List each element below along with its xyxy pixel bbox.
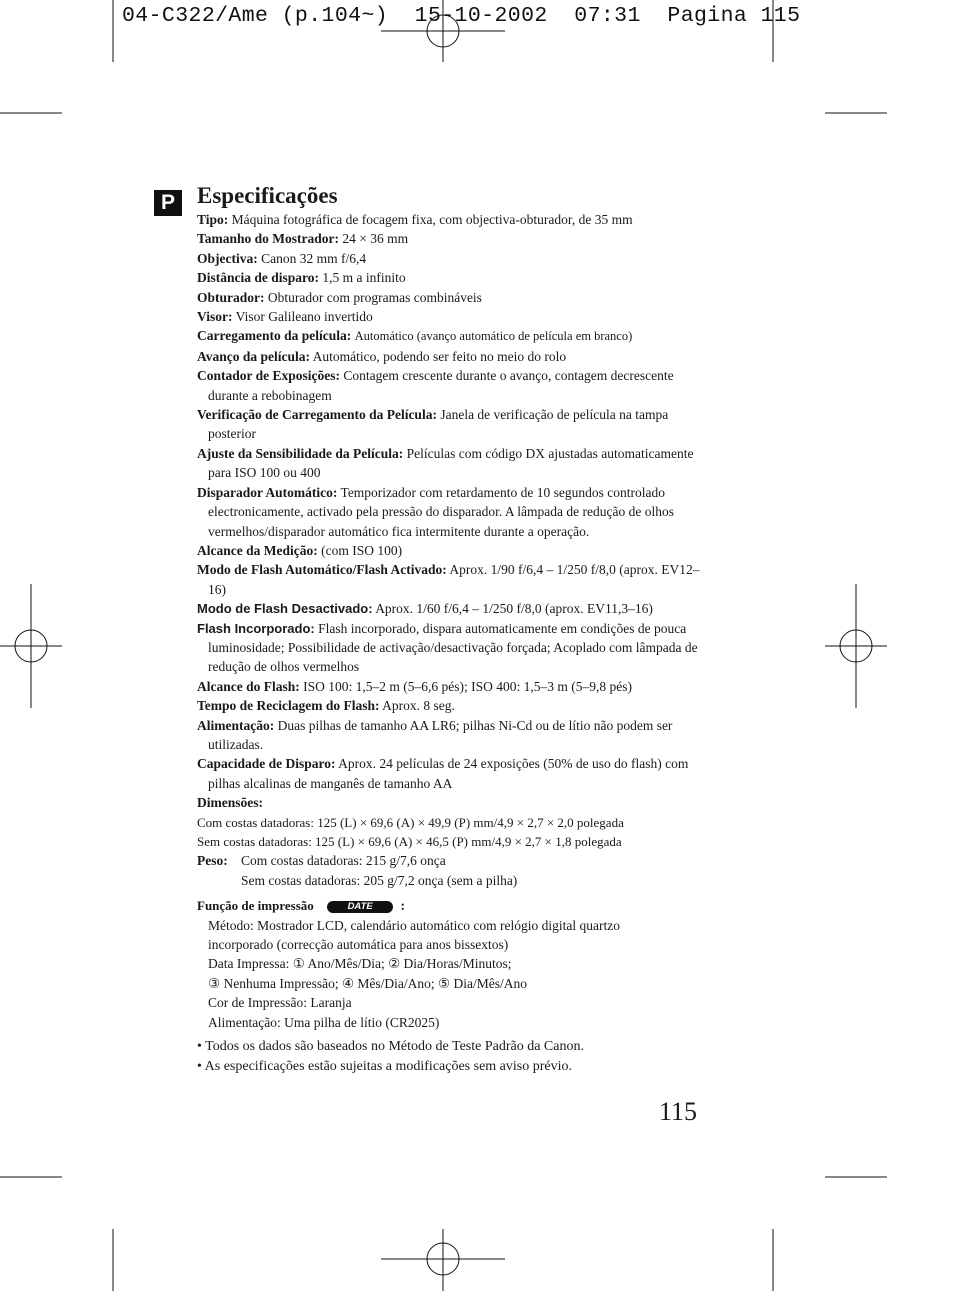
spec-label: Disparador Automático:: [197, 484, 338, 500]
spec-value: Aprox. 24 películas de 24 exposições (50% de uso do flash) com pilhas alcalinas de manganês de tamanho AA: [208, 756, 689, 791]
spec-value: Contagem crescente durante o avanço, contagem decrescente durante a rebobinagem: [208, 368, 674, 403]
print-function-heading: [197, 896, 707, 915]
spec-item: [197, 249, 707, 268]
spec-value: Automático (avanço automático de película em branco): [354, 329, 633, 344]
spec-value: Janela de verificação de película na tampa posterior: [208, 407, 669, 442]
note-item: • As especificações estão sujeitas a modificações sem aviso prévio.: [197, 1059, 572, 1075]
spec-item: [197, 677, 707, 696]
print-function-line: ③ Nenhuma Impressão; ④ Mês/Dia/Ano; ⑤ Dia/Mês/Ano: [208, 975, 528, 991]
spec-label: Visor:: [197, 309, 233, 325]
spec-label: Tamanho do Mostrador:: [197, 231, 340, 247]
spec-body: [197, 210, 707, 1077]
print-function-line: Cor de Impressão: Laranja: [208, 995, 352, 1011]
dimensions-section: [197, 793, 707, 812]
spec-item: [197, 326, 707, 346]
spec-label: Obturador:: [197, 289, 265, 305]
spec-item: [197, 716, 707, 755]
language-badge: P: [154, 190, 182, 216]
weight-label: Peso:: [197, 853, 228, 869]
spec-label: Tipo:: [197, 212, 229, 227]
spec-value: ISO 100: 1,5–2 m (5–6,6 pés); ISO 400: 1,5–3 m (5–9,8 pés): [303, 678, 632, 694]
spec-value: Flash incorporado, dispara automaticamente em condições de pouca luminosidade; Possibilidade de activação/desactivação forçada; Acoplado com lâmpada de redução de olhos vermelhos: [208, 620, 698, 675]
spec-label: Distância de disparo:: [197, 270, 320, 286]
spec-label: Verificação de Carregamento da Película:: [197, 407, 437, 423]
spec-item: [197, 560, 707, 599]
spec-value: Automático, podendo ser feito no meio do rolo: [312, 348, 567, 364]
spec-value: 1,5 m a infinito: [322, 270, 406, 286]
spec-label: Contador de Exposições:: [197, 368, 341, 384]
spec-item: [197, 366, 707, 405]
spec-item: [197, 347, 707, 366]
dimensions-line: Sem costas datadoras: 125 (L) × 69,6 (A) × 46,5 (P) mm/4,9 × 2,7 × 1,8 polegada: [197, 834, 622, 849]
spec-value: Aprox. 1/60 f/6,4 – 1/250 f/8,0 (aprox. EV11,3–16): [375, 601, 653, 617]
spec-value: Visor Galileano invertido: [235, 309, 373, 325]
print-function-line: incorporado (correcção automática para anos bissextos): [208, 937, 509, 953]
spec-label: Modo de Flash Desactivado:: [197, 601, 373, 617]
spec-item: [197, 288, 707, 307]
spec-label: Alimentação:: [197, 717, 275, 733]
spec-item: [197, 268, 707, 287]
dimensions-line: Com costas datadoras: 125 (L) × 69,6 (A) × 49,9 (P) mm/4,9 × 2,7 × 2,0 polegada: [197, 814, 624, 830]
spec-label: Objectiva:: [197, 250, 258, 266]
spec-item: [197, 444, 707, 483]
spec-item: [197, 599, 707, 618]
print-function-label: Função de impressão: [197, 898, 314, 914]
spec-value: Temporizador com retardamento de 10 segundos controlado electronicamente, activado pela pressão do disparador. A lâmpada de redução de olhos vermelhos/disparador automático fica intermitente durante a operação.: [208, 484, 674, 539]
spec-label: Carregamento da película:: [197, 328, 352, 344]
dimensions-label: Dimensões:: [197, 795, 263, 811]
spec-label: Tempo de Reciclagem do Flash:: [197, 698, 380, 714]
spec-value: Aprox. 1/90 f/6,4 – 1/250 f/8,0 (aprox. EV12–16): [208, 562, 700, 597]
spec-value: 24 × 36 mm: [342, 231, 409, 247]
weight-section: [197, 851, 707, 890]
spec-label: Flash Incorporado:: [197, 620, 315, 636]
print-function-line: Alimentação: Uma pilha de lítio (CR2025): [208, 1014, 440, 1030]
spec-item: [197, 619, 707, 677]
spec-item: [197, 229, 707, 248]
note-item: • Todos os dados são baseados no Método de Teste Padrão da Canon.: [197, 1039, 584, 1055]
spec-value: Canon 32 mm f/6,4: [261, 250, 367, 266]
printer-slug: 04-C322/Ame (p.104~) 15-10-2002 07:31 Pagina 115: [122, 4, 801, 28]
spec-label: Avanço da película:: [197, 348, 311, 364]
spec-value: Máquina fotográfica de focagem fixa, com objectiva-obturador, de 35 mm: [231, 212, 633, 227]
spec-item: [197, 541, 707, 560]
spec-label: Modo de Flash Automático/Flash Activado:: [197, 562, 447, 578]
spec-label: Capacidade de Disparo:: [197, 756, 336, 772]
date-badge-icon: DATE: [327, 901, 393, 913]
spec-label: Alcance da Medição:: [197, 542, 318, 558]
spec-value: Aprox. 8 seg.: [382, 698, 455, 714]
spec-item: [197, 754, 707, 793]
spec-value: (com ISO 100): [321, 542, 403, 558]
spec-value: Duas pilhas de tamanho AA LR6; pilhas Ni-Cd ou de lítio não podem ser utilizadas.: [208, 717, 673, 752]
print-function-line: Método: Mostrador LCD, calendário automático com relógio digital quartzo: [208, 917, 621, 933]
spec-item: [197, 483, 707, 541]
print-function-line: Data Impressa: ① Ano/Mês/Dia; ② Dia/Horas/Minutos;: [208, 956, 512, 972]
spec-item: [197, 307, 707, 326]
spec-item: [197, 696, 707, 715]
notes: [197, 1037, 707, 1077]
spec-value: Obturador com programas combináveis: [267, 289, 482, 305]
spec-value: Películas com código DX ajustadas automaticamente para ISO 100 ou 400: [208, 445, 694, 481]
page-title: Especificações: [197, 183, 338, 208]
spec-label: Ajuste da Sensibilidade da Película:: [197, 445, 404, 461]
spec-item: [197, 210, 707, 229]
weight-line: Sem costas datadoras: 205 g/7,2 onça (sem a pilha): [241, 872, 518, 888]
print-function-colon: :: [400, 898, 406, 914]
spec-label: Alcance do Flash:: [197, 678, 300, 694]
weight-line: Com costas datadoras: 215 g/7,6 onça: [241, 853, 446, 869]
spec-item: [197, 405, 707, 444]
page-number: 115: [659, 1097, 698, 1126]
